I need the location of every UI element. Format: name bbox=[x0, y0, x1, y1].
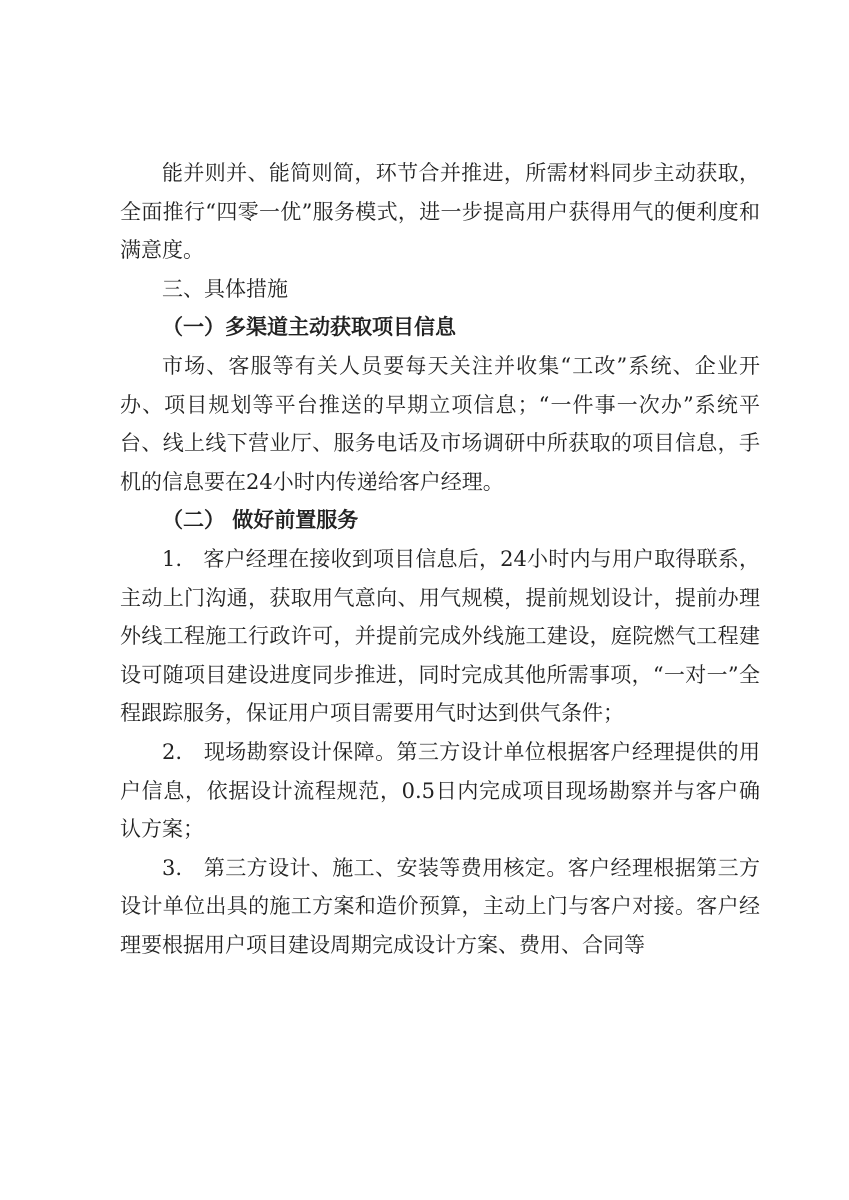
document-page bbox=[120, 154, 760, 964]
paragraph-item-2: 2. 现场勘察设计保障。第三方设计单位根据客户经理提供的用户信息，依据设计流程规范，0.5日内完成项目现场勘察并与客户确认方案； bbox=[120, 739, 760, 842]
paragraph-item-1: 1. 客户经理在接收到项目信息后，24小时内与用户取得联系，主动上门沟通，获取用气意向、用气规模，提前规划设计，提前办理外线工程施工行政许可，并提前完成外线施工建设，庭院燃气工程建设可随项目建设进度同步推进，同时完成其他所需事项，“一对一”全程跟踪服务，保证用户项目需要用气时达到供气条件； bbox=[120, 546, 760, 726]
section-heading-3: 三、具体措施 bbox=[162, 276, 288, 301]
subsection-heading-1: （一）多渠道主动获取项目信息 bbox=[162, 314, 456, 340]
paragraph-item-3: 3. 第三方设计、施工、安装等费用核定。客户经理根据第三方设计单位出具的施工方案和造价预算，主动上门与客户对接。客户经理要根据用户项目建设周期完成设计方案、费用、合同等 bbox=[120, 855, 760, 957]
subsection-heading-2: （二） 做好前置服务 bbox=[162, 507, 359, 533]
paragraph-project-info: 市场、客服等有关人员要每天关注并收集“工改”系统、企业开办、项目规划等平台推送的早期立项信息；“一件事一次办”系统平台、线上线下营业厅、服务电话及市场调研中所获取的项目信息，手机的信息要在24小时内传递给客户经理。 bbox=[120, 353, 760, 494]
paragraph-continued: 能并则并、能简则简，环节合并推进，所需材料同步主动获取，全面推行“四零一优”服务模式，进一步提高用户获得用气的便利度和满意度。 bbox=[120, 161, 760, 263]
